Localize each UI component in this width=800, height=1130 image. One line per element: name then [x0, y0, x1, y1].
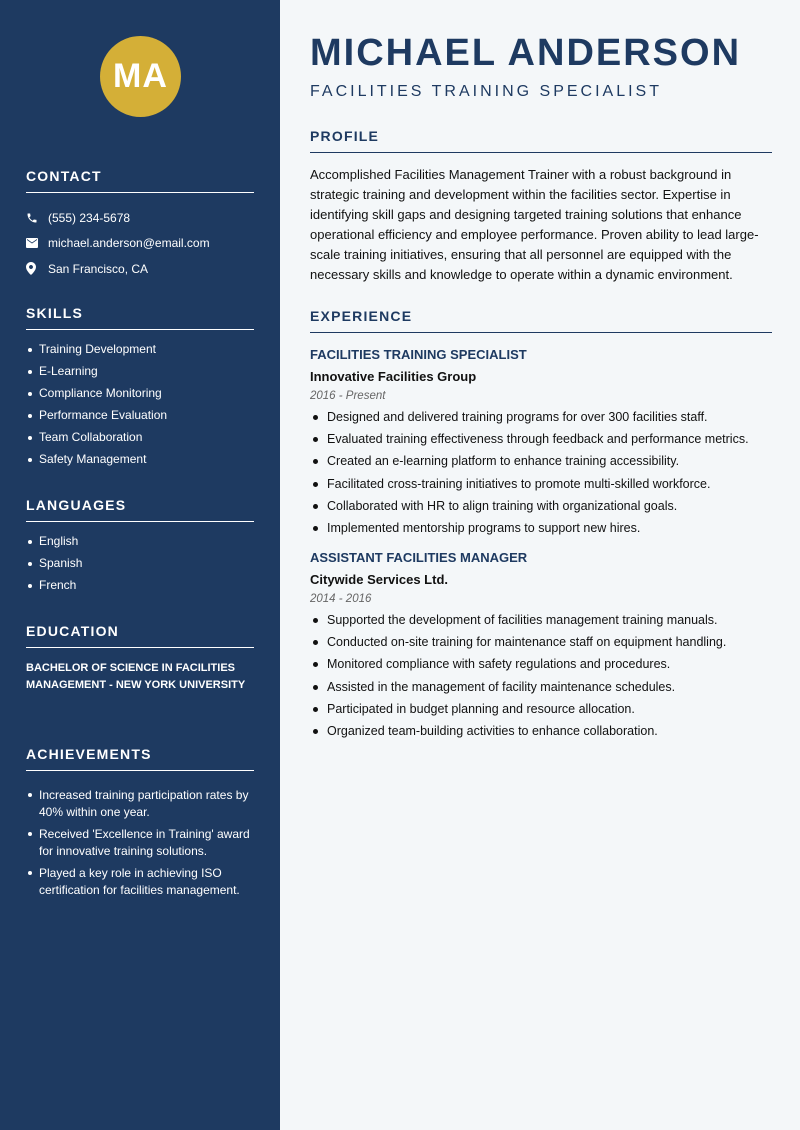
- job-entry: [310, 550, 772, 739]
- skill-item: Training Development: [26, 342, 254, 357]
- job-bullet: Collaborated with HR to align training with organizational goals.: [310, 499, 772, 514]
- job-bullet: Supported the development of facilities management training manuals.: [310, 613, 772, 628]
- experience-heading: EXPERIENCE: [310, 308, 772, 333]
- candidate-name: MICHAEL ANDERSON: [310, 32, 742, 74]
- contact-location: [26, 256, 254, 282]
- mail-icon: [26, 238, 48, 248]
- contact-phone-text: (555) 234-5678: [48, 210, 131, 225]
- contact-section: [26, 168, 254, 282]
- profile-heading: PROFILE: [310, 128, 772, 153]
- location-pin-icon: [26, 262, 48, 275]
- job-bullet: Designed and delivered training programs for over 300 facilities staff.: [310, 410, 772, 425]
- contact-heading: CONTACT: [26, 168, 254, 193]
- job-dates: 2016 - Present: [310, 390, 386, 402]
- job-bullet: Monitored compliance with safety regulations and procedures.: [310, 657, 772, 672]
- job-company: Citywide Services Ltd.: [310, 571, 448, 587]
- languages-section: [26, 497, 254, 600]
- education-heading: EDUCATION: [26, 623, 254, 648]
- job-bullets: [310, 613, 772, 739]
- contact-email-text: michael.anderson@email.com: [48, 236, 210, 251]
- job-title: ASSISTANT FACILITIES MANAGER: [310, 549, 528, 565]
- job-bullet: Created an e-learning platform to enhance training accessibility.: [310, 454, 772, 469]
- achievement-item: Received 'Excellence in Training' award for innovative training solutions.: [26, 826, 254, 860]
- language-item: Spanish: [26, 556, 254, 571]
- skills-list: [26, 342, 254, 467]
- language-item: English: [26, 534, 254, 549]
- job-bullets: [310, 410, 772, 536]
- sidebar: [0, 0, 280, 1130]
- job-company: Innovative Facilities Group: [310, 369, 477, 384]
- profile-text: Accomplished Facilities Management Trainer with a robust background in strategic training and development within the facilities sector. Expertise in identifying skill gaps and designing targeted training solutions that enhance operational efficiency and employee performance. Proven ability to lead large-scale training initiatives, ensuring that all personnel are equipped with the necessary skills and knowledge to operate within a dynamic environment.: [310, 167, 759, 282]
- education-degree: BACHELOR OF SCIENCE IN FACILITIES MANAGEMENT - NEW YORK UNIVERSITY: [26, 662, 246, 691]
- job-entry: [310, 347, 772, 536]
- job-bullet: Facilitated cross-training initiatives to promote multi-skilled workforce.: [310, 477, 772, 492]
- job-bullet: Assisted in the management of facility maintenance schedules.: [310, 680, 772, 695]
- phone-icon: [26, 212, 48, 224]
- skills-heading: SKILLS: [26, 305, 254, 330]
- job-dates: 2014 - 2016: [310, 592, 372, 605]
- languages-heading: LANGUAGES: [26, 497, 254, 522]
- experience-section: [310, 308, 772, 746]
- education-section: [26, 623, 254, 694]
- job-bullet: Evaluated training effectiveness through feedback and performance metrics.: [310, 432, 772, 447]
- achievements-section: [26, 746, 254, 904]
- achievement-item: Increased training participation rates by 40% within one year.: [26, 787, 254, 821]
- skill-item: Compliance Monitoring: [26, 386, 254, 401]
- contact-location-text: San Francisco, CA: [48, 261, 149, 276]
- skill-item: Performance Evaluation: [26, 408, 254, 423]
- job-bullet: Conducted on-site training for maintenance staff on equipment handling.: [310, 635, 772, 650]
- job-title: FACILITIES TRAINING SPECIALIST: [310, 347, 527, 362]
- skill-item: Team Collaboration: [26, 430, 254, 445]
- profile-section: [310, 128, 772, 285]
- achievements-list: [26, 787, 254, 899]
- job-bullet: Participated in budget planning and resource allocation.: [310, 702, 772, 717]
- skill-item: E-Learning: [26, 364, 254, 379]
- skill-item: Safety Management: [26, 452, 254, 467]
- languages-list: [26, 534, 254, 593]
- skills-section: [26, 305, 254, 474]
- main-content: [280, 0, 800, 1130]
- achievement-item: Played a key role in achieving ISO certification for facilities management.: [26, 865, 254, 899]
- job-bullet: Organized team-building activities to enhance collaboration.: [310, 724, 772, 739]
- avatar: MA: [100, 36, 181, 117]
- achievements-heading: ACHIEVEMENTS: [26, 746, 254, 771]
- contact-phone: [26, 205, 254, 231]
- language-item: French: [26, 578, 254, 593]
- contact-email: [26, 231, 254, 257]
- job-bullet: Implemented mentorship programs to support new hires.: [310, 521, 772, 536]
- candidate-title: FACILITIES TRAINING SPECIALIST: [310, 83, 662, 100]
